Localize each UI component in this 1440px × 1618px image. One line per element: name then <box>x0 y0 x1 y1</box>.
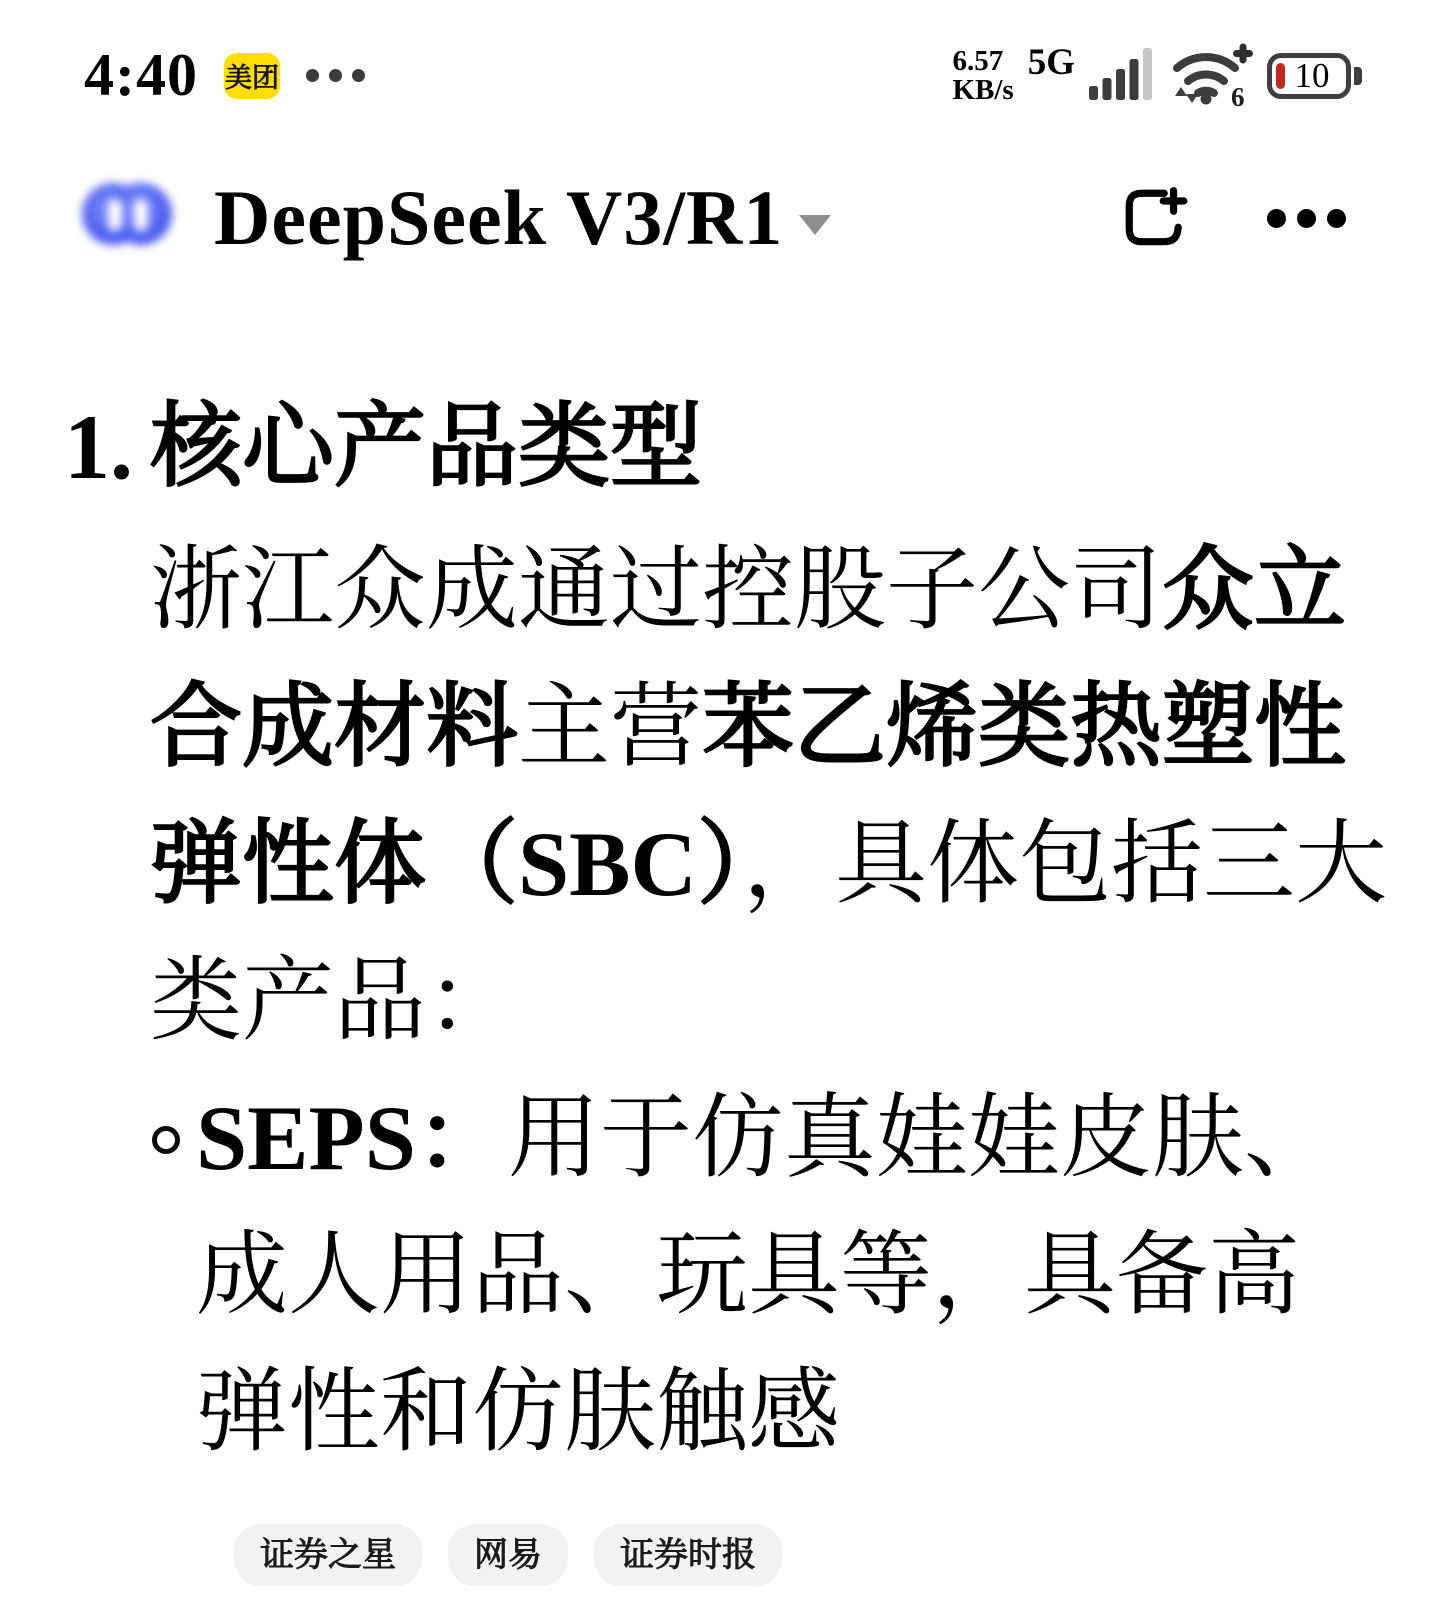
text-segment: 主营 <box>518 676 703 778</box>
signal-icon <box>1089 46 1155 105</box>
battery-level-bar <box>1276 63 1285 89</box>
bullet-text <box>196 1070 1388 1618</box>
paragraph <box>150 522 1388 1070</box>
citation-badge[interactable]: 网易 <box>448 1524 568 1586</box>
wifi-number: 6 <box>1231 82 1245 112</box>
meituan-return-badge[interactable]: 美团 <box>224 53 280 99</box>
network-speed-value: 6.57 <box>952 44 1004 77</box>
model-selector-title[interactable]: DeepSeek V3/R1 <box>214 174 784 261</box>
heading-text: 核心产品类型 <box>150 396 703 498</box>
status-ellipsis-icon <box>306 69 365 82</box>
network-speed-unit: KB/s <box>952 73 1014 106</box>
model-caret-icon[interactable] <box>799 215 831 235</box>
citation-badges <box>234 1524 782 1586</box>
section-heading <box>64 379 1388 516</box>
bullet-item <box>150 1070 1388 1618</box>
chat-header <box>0 173 1440 263</box>
text-segment: 苯乙烯类热塑性弹性体（SBC） <box>150 676 1347 915</box>
text-segment: SEPS： <box>196 1087 508 1189</box>
citation-badge[interactable]: 证券之星 <box>234 1524 422 1586</box>
new-chat-button[interactable] <box>1121 185 1189 251</box>
text-segment: 浙江众成通过控股子公司 <box>150 539 1163 641</box>
text-segment: 用于仿真娃娃皮肤、成人用品、玩具等，具备高弹性和仿肤触感 <box>196 1087 1336 1463</box>
text-segment: ，具体包括三大类产品： <box>150 813 1387 1052</box>
status-time: 4:40 <box>84 42 198 108</box>
citation-badge[interactable]: 证券时报 <box>594 1524 782 1586</box>
battery-percent: 10 <box>1294 56 1330 95</box>
text-segment: 众立合成材料 <box>150 539 1347 778</box>
deepseek-logo <box>82 177 178 259</box>
battery-icon <box>1267 53 1362 99</box>
more-options-button[interactable] <box>1267 209 1346 228</box>
wifi-icon <box>1169 40 1253 111</box>
list-number: 1. <box>64 396 133 498</box>
new-chat-icon <box>1121 185 1189 251</box>
assistant-message <box>0 379 1440 1618</box>
network-speed <box>952 44 1014 106</box>
bullet-circle-icon <box>152 1126 180 1154</box>
network-type: 5G <box>1027 42 1075 83</box>
bullet-rich-text <box>196 1087 1336 1463</box>
status-bar <box>0 0 1440 111</box>
